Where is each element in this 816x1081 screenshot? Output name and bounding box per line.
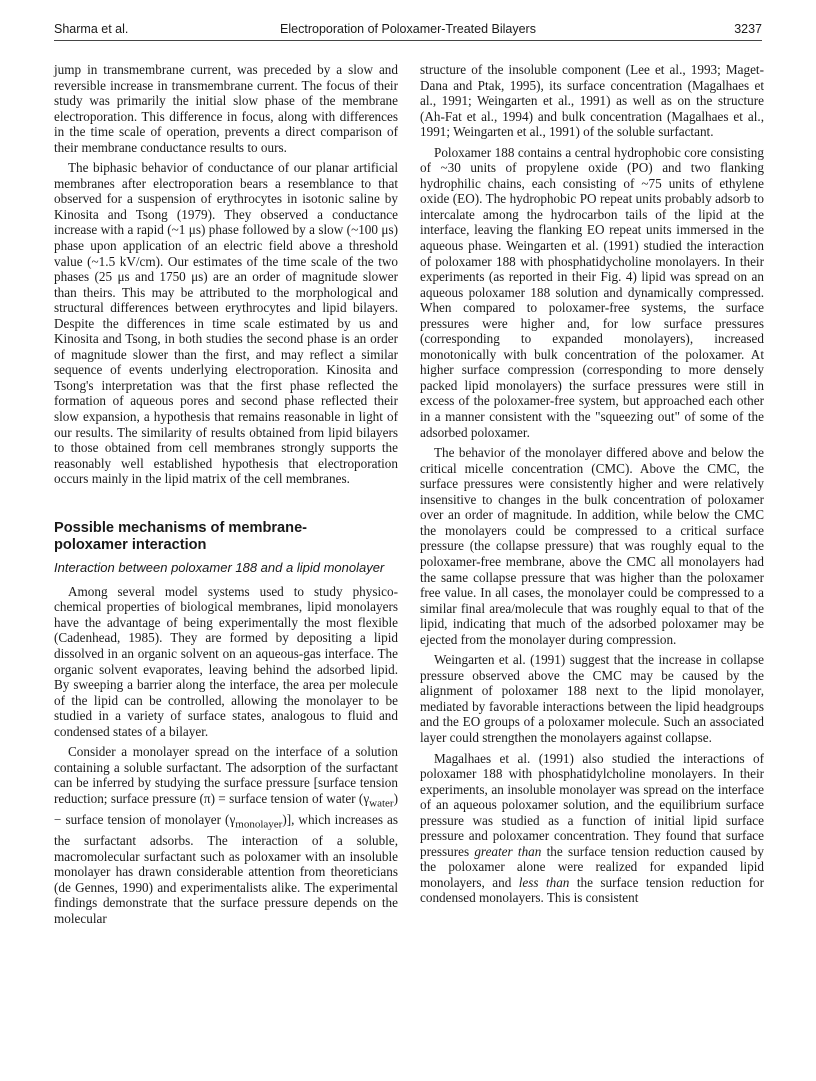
paragraph: Weingarten et al. (1991) suggest that the increase in collapse pressure observed above the CMC may be caused by the alignment of poloxamer 188 next to the lipid monolayer, mediated by favorable interactions between the lipid headgroups and the EO groups of a poloxamer molecule. Such an associated layer could strengthen the monolayers against collapse.	[420, 652, 764, 745]
paragraph	[420, 751, 764, 906]
paragraph: structure of the insoluble component (Lee et al., 1993; Maget-Dana and Ptak, 1995), its surface concentration (Magalhaes et al., 1991; Weingarten et al., 1991) as well as on the structure (Ah-Fat et al., 1994) and bulk concentration (Magalhaes et al., 1991; Weingarten et al., 1991) of the soluble surfactant.	[420, 62, 764, 140]
text-run: the surface tension reduction caused by the poloxamer alone were realized for expanded lipid monolayers, and	[420, 843, 764, 890]
header-page-number: 3237	[734, 22, 762, 36]
emphasis: greater than	[474, 843, 542, 859]
emphasis: less than	[518, 874, 570, 890]
left-column	[54, 62, 398, 932]
paragraph	[54, 744, 398, 926]
subsection-heading: Interaction between poloxamer 188 and a lipid monolayer	[54, 559, 385, 575]
paragraph: Poloxamer 188 contains a central hydrophobic core consisting of ~30 units of propylene oxide (PO) and two flanking hydrophilic chains, each consisting of ~75 units of ethylene oxide (EO). The hydrophobic PO repeat units probably adsorb to intercalate among the hydrocarbon tails of the lipid at the interface, leaving the flanking EO repeat units immersed in the aqueous phase. Weingarten et al. (1991) studied the interaction of poloxamer 188 with phosphatidycholine monolayers. In their experiments (as reported in their Fig. 4) lipid was spread on an aqueous poloxamer 188 solution and dynamically compressed. When compared to poloxamer-free systems, the surface pressures were higher and, for low surface pressures (corresponding to expanded monolayers), increased monotonically with bulk concentration of the poloxamer. At higher surface compression (corresponding to more densely packed lipid monolayers) the surface pressures were still in excess of the poloxamer-free system, but approached each other in a manner consistent with the "squeezing out" of some of the adsorbed poloxamer.	[420, 144, 764, 440]
section-heading-line: poloxamer interaction	[54, 536, 207, 553]
text-run: Magalhaes et al. (1991) also studied the interactions of poloxamer 188 with phosphatidylcholine monolayers. In their experiments, an insoluble monolayer was spread on the interface of an aqueous poloxamer solution, and the equilibrium surface pressure was studied as a function of initial lipid surface pressure and poloxamer concentration. They found that surface pressures	[420, 750, 764, 859]
paragraph: Among several model systems used to study physico-chemical properties of biological membranes, lipid monolayers have the advantage of being experimentally the most flexible (Cadenhead, 1985). They are formed by depositing a lipid dissolved in an organic solvent on an aqueous-gas interface. The organic solvent evaporates, leaving behind the adsorbed lipid. By sweeping a barrier along the interface, the area per molecule of the lipid can be controlled, allowing the monolayer to be studied in a variety of surface states, analogous to fluid and condensed states of a bilayer.	[54, 583, 398, 739]
text-run: Consider a monolayer spread on the interface of a solution containing a soluble surfactant. The adsorption of the surfactant can be inferred by studying the surface pressure [surface tension reduction; surface pressure (π) = surface tension of water (γ	[54, 744, 398, 806]
text-run: the surface tension reduction for condensed monolayers. This is consistent	[420, 874, 764, 906]
section-heading-line: Possible mechanisms of membrane-	[54, 519, 308, 536]
header-authors: Sharma et al.	[54, 22, 129, 36]
right-column	[420, 62, 764, 911]
text-run: ) − surface tension of monolayer (γ	[54, 790, 398, 828]
header-title: Electroporation of Poloxamer-Treated Bilayers	[280, 22, 536, 36]
paragraph: jump in transmembrane current, was preceded by a slow and reversible increase in transmembrane current. The focus of their study was primarily the initial slow phase of the membrane electroporation. This difference in focus, along with differences in the time scale of operation, prevents a direct comparison of their membrane conductance results to ours.	[54, 62, 398, 155]
text-run: )], which increases as the surfactant adsorbs. The interaction of a soluble, macromolecular surfactant such as poloxamer with an insoluble monolayer has drawn considerable attention from theoreticians (de Gennes, 1990) and experimentalists alike. The experimental findings demonstrate that the surface pressure depends on the molecular	[54, 812, 398, 926]
subscript: water	[369, 797, 394, 810]
header-rule	[54, 40, 762, 41]
running-header	[54, 22, 762, 40]
subscript: monolayer	[235, 818, 283, 831]
section-heading	[54, 520, 398, 554]
paragraph: The behavior of the monolayer differed above and below the critical micelle concentration (CMC). Above the CMC, the surface pressures were consistently higher and were relatively insensitive to changes in the bulk concentration of poloxamer over an order of magnitude. In addition, while below the CMC the monolayers could be compressed to a critical surface pressure (the collapse pressure) that was roughly equal to the poloxamer-free membrane, above the CMC all monolayers had the same collapse pressure that was higher than the poloxamer free value. In all cases, the monolayer could be compressed to a similar final area/molecule that was roughly equal to that of the lipid, indicating that much of the adsorbed poloxamer may be ejected from the monolayer during compression.	[420, 445, 764, 647]
paragraph: The biphasic behavior of conductance of our planar artificial membranes after electroporation bears a resemblance to that observed for a suspension of erythrocytes in isotonic saline by Kinosita and Tsong (1979). They observed a conductance increase with a rapid (~1 μs) phase followed by a slow (~100 μs) phase upon application of an electric field above a threshold value (~1.5 kV/cm). Our estimates of the time scale of the two phases (25 μs and 1750 μs) are an order of magnitude slower than theirs. This may be attributed to the morphological and structural differences between erythrocytes and lipid bilayers. Despite the differences in time scale estimated by us and Kinosita and Tsong, in both studies the second phase is an order of magnitude slower than the first, and may reflect a similar sequence of events underlying electroporation. Kinosita and Tsong's interpretation was that the first phase reflected the formation of aqueous pores and second phase reflected their slow expansion, a hypothesis that remains reasonable in light of our results. The similarity of results obtained from lipid bilayers to those obtained from cell membranes strongly supports the reasonably well established hypothesis that electroporation occurs mainly in the lipid matrix of the cell membranes.	[54, 160, 398, 487]
